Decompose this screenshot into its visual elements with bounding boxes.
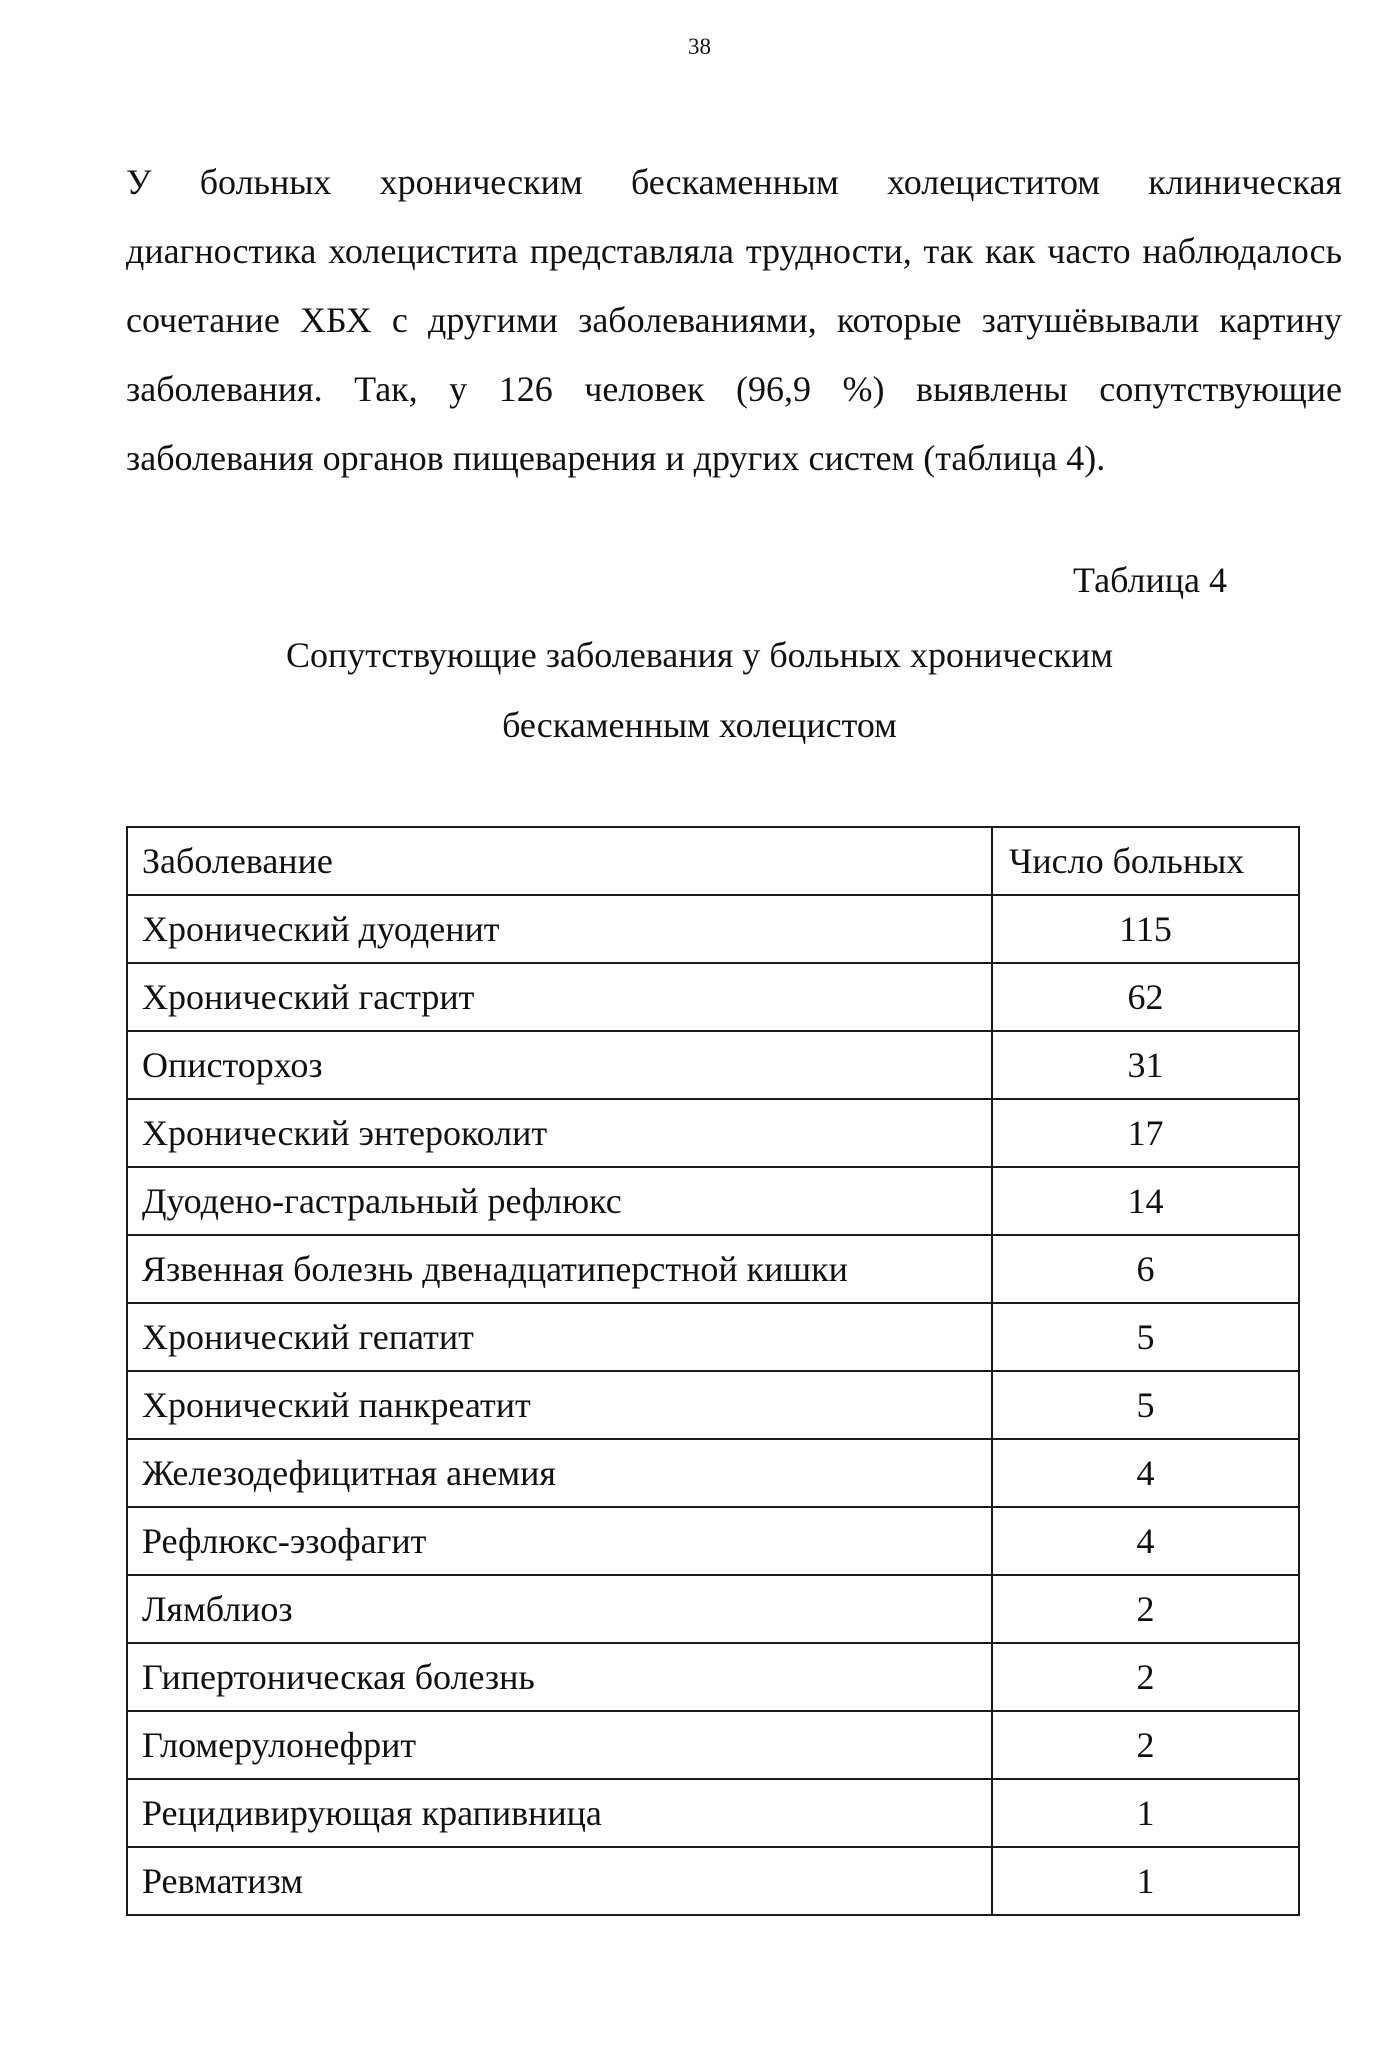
table-row: [127, 1847, 1299, 1915]
table-row: [127, 1711, 1299, 1779]
header-disease: Заболевание: [127, 827, 992, 895]
count-cell: 6: [992, 1235, 1299, 1303]
table-row: [127, 1643, 1299, 1711]
disease-cell: Гипертоническая болезнь: [127, 1643, 992, 1711]
disease-cell: Описторхоз: [127, 1031, 992, 1099]
table-caption: [0, 620, 1399, 760]
table-caption-line-1: Сопутствующие заболевания у больных хроническим: [285, 635, 1114, 675]
header-patient-count: Число больных: [992, 827, 1299, 895]
table-row: [127, 1779, 1299, 1847]
count-cell: 4: [992, 1507, 1299, 1575]
count-cell: 2: [992, 1711, 1299, 1779]
disease-cell: Рецидивирующая крапивница: [127, 1779, 992, 1847]
table-caption-line-2: бескаменным холецистом: [502, 705, 897, 745]
disease-cell: Хронический гастрит: [127, 963, 992, 1031]
disease-cell: Хронический энтероколит: [127, 1099, 992, 1167]
count-cell: 31: [992, 1031, 1299, 1099]
table-row: [127, 1371, 1299, 1439]
table-row: [127, 895, 1299, 963]
table-row: [127, 1167, 1299, 1235]
disease-cell: Язвенная болезнь двенадцатиперстной кишки: [127, 1235, 992, 1303]
count-cell: 115: [992, 895, 1299, 963]
count-cell: 17: [992, 1099, 1299, 1167]
count-cell: 4: [992, 1439, 1299, 1507]
count-cell: 2: [992, 1575, 1299, 1643]
count-cell: 62: [992, 963, 1299, 1031]
table-label: Таблица 4: [1073, 560, 1227, 600]
count-cell: 1: [992, 1847, 1299, 1915]
disease-cell: Хронический дуоденит: [127, 895, 992, 963]
count-cell: 1: [992, 1779, 1299, 1847]
disease-cell: Рефлюкс-эзофагит: [127, 1507, 992, 1575]
table-row: [127, 963, 1299, 1031]
disease-cell: Лямблиоз: [127, 1575, 992, 1643]
disease-cell: Железодефицитная анемия: [127, 1439, 992, 1507]
table-row: [127, 1575, 1299, 1643]
count-cell: 5: [992, 1371, 1299, 1439]
table-header-row: [127, 827, 1299, 895]
table-row: [127, 1099, 1299, 1167]
disease-cell: Дуодено-гастральный рефлюкс: [127, 1167, 992, 1235]
count-cell: 14: [992, 1167, 1299, 1235]
table-row: [127, 1031, 1299, 1099]
table-row: [127, 1303, 1299, 1371]
count-cell: 5: [992, 1303, 1299, 1371]
disease-cell: Хронический панкреатит: [127, 1371, 992, 1439]
disease-cell: Ревматизм: [127, 1847, 992, 1915]
disease-cell: Хронический гепатит: [127, 1303, 992, 1371]
page-number: 38: [688, 34, 711, 59]
table-row: [127, 1507, 1299, 1575]
disease-cell: Гломерулонефрит: [127, 1711, 992, 1779]
count-cell: 2: [992, 1643, 1299, 1711]
table-row: [127, 1439, 1299, 1507]
table-row: [127, 1235, 1299, 1303]
body-paragraph: У больных хроническим бескаменным холециститом клиническая диагностика холецистита представляла трудности, так как часто наблюдалось сочетание ХБХ с другими заболеваниями, которые затушёвывали картину заболевания. Так, у 126 человек (96,9 %) выявлены сопутствующие заболевания органов пищеварения и других систем (таблица 4).: [126, 162, 1342, 478]
comorbidities-table: [126, 826, 1300, 1916]
